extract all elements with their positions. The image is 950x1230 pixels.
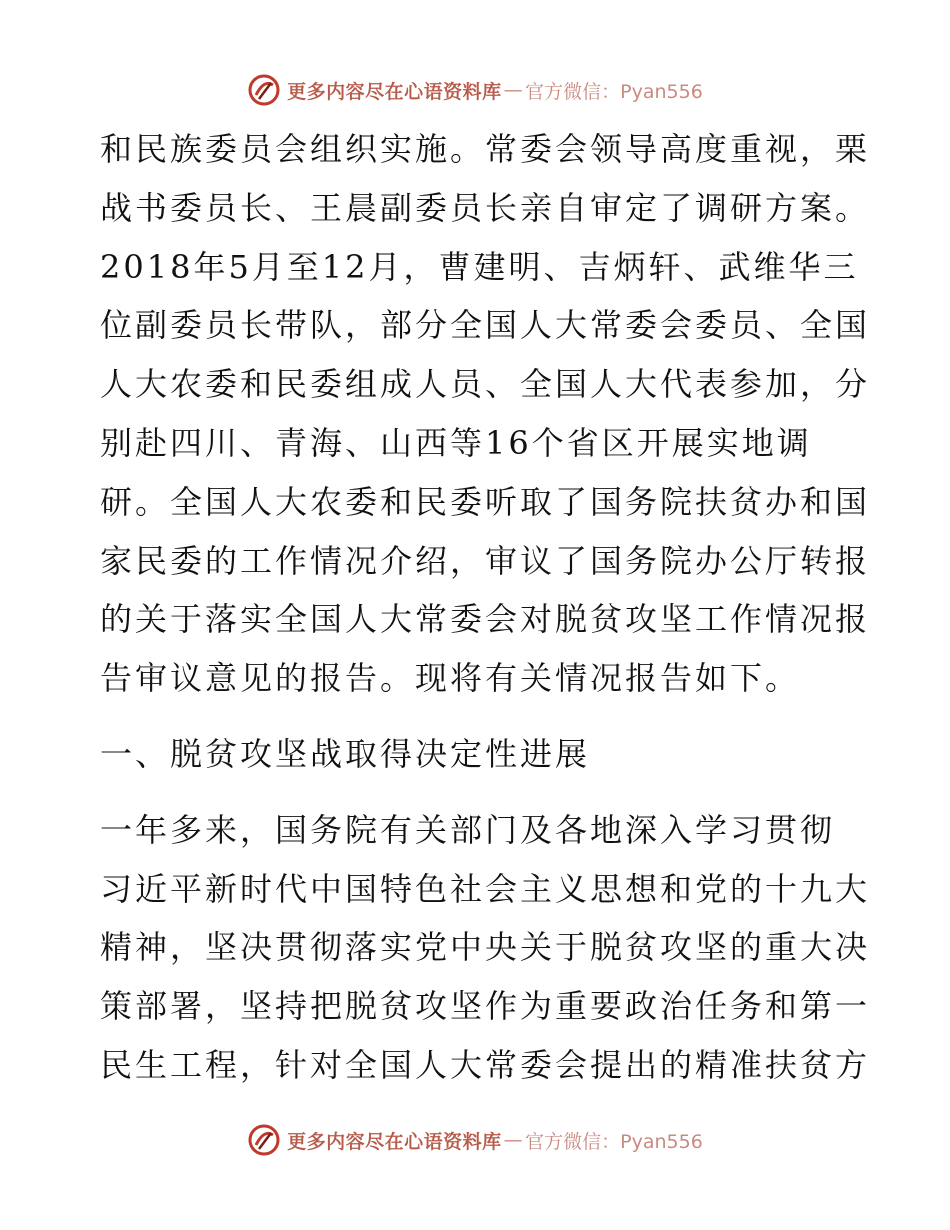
text-line: 和民族委员会组织实施。常委会领导高度重视，栗 [100,130,871,168]
text-line: 告审议意见的报告。现将有关情况报告如下。 [100,659,801,698]
text-line: 2018年5月至12月，曹建明、吉炳轩、武维华三 [100,247,859,286]
header-banner [0,72,950,108]
banner-wechat: 官方微信：Pyan556 [525,1130,703,1153]
logo-icon [247,1123,281,1157]
text-line: 一年多来，国务院有关部门及各地深入学习贯彻 [100,810,836,849]
banner-separator: — [503,79,524,101]
text-line: 习近平新时代中国特色社会主义思想和党的十九大 [100,869,871,908]
text-line: 战书委员长、王晨副委员长亲自审定了调研方案。 [100,188,871,227]
text-line: 的关于落实全国人大常委会对脱贫攻坚工作情况报 [100,600,871,639]
text-line: 精神，坚决贯彻落实党中央关于脱贫攻坚的重大决 [100,928,871,967]
section-heading: 一、脱贫攻坚战取得决定性进展 [100,734,591,773]
footer-banner [0,1122,950,1158]
banner-separator: — [503,1129,524,1151]
paragraph-2 [100,801,871,1095]
text-line: 别赴四川、青海、山西等16个省区开展实地调 [100,423,812,462]
text-line: 民生工程，针对全国人大常委会提出的精准扶贫方 [100,1045,871,1084]
text-line: 位副委员长带队，部分全国人大常委会委员、全国 [100,306,871,345]
text-line: 研。全国人大农委和民委听取了国务院扶贫办和国 [100,482,871,521]
text-line: 家民委的工作情况介绍，审议了国务院办公厅转报 [100,541,871,580]
text-line: 策部署，坚持把脱贫攻坚作为重要政治任务和第一 [100,987,871,1026]
document-body [100,120,871,1095]
logo-icon [247,73,281,107]
banner-title: 更多内容尽在心语资料库 [287,80,502,103]
paragraph-1 [100,120,871,708]
banner-title: 更多内容尽在心语资料库 [287,1130,502,1153]
text-line: 人大农委和民委组成人员、全国人大代表参加，分 [100,365,871,404]
banner-wechat: 官方微信：Pyan556 [525,80,703,103]
